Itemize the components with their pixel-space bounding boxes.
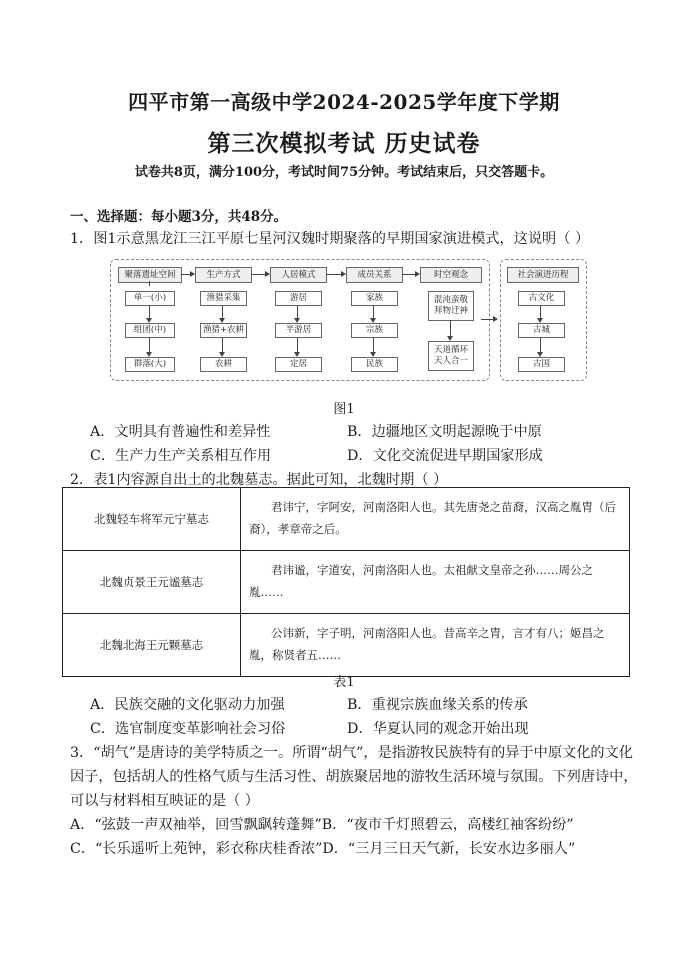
fig-header-1: 聚落遗址空间 [118, 267, 182, 283]
fig-c4-r2: 宗族 [351, 323, 398, 338]
table-1-caption: 表1 [333, 675, 355, 690]
table-row [63, 551, 630, 614]
table-cell-text: 公讳新，字子明，河南洛阳人也。昔高辛之胄，言才有八；姬昌之胤，称贤者五…… [241, 614, 630, 677]
q2-option-a[interactable]: A．民族交融的文化驱动力加强 [90, 697, 285, 713]
fig-header-5: 时空观念 [420, 267, 482, 283]
exam-instructions: 试卷共8页，满分100分，考试时间75分钟。考试结束后，只交答题卡。 [134, 165, 554, 180]
table-1 [62, 487, 630, 677]
q3-options-cd[interactable]: C．“长乐遥听上苑钟，彩衣称庆桂香浓”D．“三月三日天气新，长安水边多丽人” [70, 841, 576, 857]
q1-option-d[interactable]: D．文化交流促进早期国家形成 [347, 448, 543, 464]
q3-line3: 可以与材料相互映证的是（ ） [70, 793, 259, 809]
fig-c2-r2: 渔猎+农耕 [200, 323, 247, 338]
exam-title-line1: 四平市第一高级中学2024-2025学年度下学期 [128, 90, 560, 114]
q3-options-ab[interactable]: A．“弦鼓一声双袖举，回雪飘飖转蓬舞”B．“夜市千灯照碧云，高楼红袖客纷纷” [70, 817, 574, 833]
q1-option-c[interactable]: C．生产力生产关系相互作用 [90, 448, 272, 464]
figure-1-caption: 图1 [333, 402, 355, 417]
fig-c2-r3: 农耕 [200, 357, 247, 372]
q3-line2: 因子，包括胡人的性格气质与生活习性、胡族聚居地的游牧生活环境与氛围。下列唐诗中， [70, 769, 638, 785]
fig-right-r2: 古城 [518, 323, 565, 338]
q2-option-c[interactable]: C．选官制度变革影响社会习俗 [90, 721, 286, 737]
fig-c1-r2: 组团(中) [125, 323, 175, 338]
table-cell-text: 君讳宁，字阿安，河南洛阳人也。其先唐尧之苗裔，汉高之胤胄（后裔），孝章帝之后。 [241, 488, 630, 551]
q2-option-b[interactable]: B．重视宗族血缘关系的传承 [347, 697, 528, 713]
fig-c3-r3: 定居 [275, 357, 322, 372]
fig-c3-r1: 游居 [275, 291, 322, 306]
figure-1 [110, 259, 585, 381]
fig-c5-r1: 混沌蛮敬 拜物迁神 [428, 291, 474, 321]
table-row [63, 488, 630, 551]
table-cell-name: 北魏北海王元颗墓志 [63, 614, 241, 677]
q2-option-d[interactable]: D．华夏认同的观念开始出现 [347, 721, 529, 737]
fig-c4-r3: 民族 [351, 357, 398, 372]
q1-option-b[interactable]: B．边疆地区文明起源晚于中原 [347, 424, 542, 440]
exam-title-line2: 第三次模拟考试 历史试卷 [207, 130, 481, 157]
fig-c5-r2: 天道循环 天人合一 [428, 341, 474, 371]
table-cell-name: 北魏轻车将军元宁墓志 [63, 488, 241, 551]
fig-right-r3: 古国 [518, 357, 565, 372]
fig-c1-r3: 群落(大) [125, 357, 175, 372]
fig-c2-r1: 渔猎采集 [200, 291, 247, 306]
fig-header-right: 社会演进历程 [507, 267, 579, 283]
fig-c1-r1: 单一(小) [125, 291, 175, 306]
table-cell-text: 君讳谧，字道安，河南洛阳人也。太祖献文皇帝之孙……周公之胤…… [241, 551, 630, 614]
table-cell-name: 北魏贞景王元谧墓志 [63, 551, 241, 614]
fig-c4-r1: 家族 [351, 291, 398, 306]
section-heading: 一、选择题：每小题3分，共48分。 [70, 209, 288, 225]
q1-option-a[interactable]: A．文明具有普遍性和差异性 [90, 424, 271, 440]
q3-line1: 3．“胡气”是唐诗的美学特质之一。所谓“胡气”，是指游牧民族特有的异于中原文化的文化 [70, 745, 633, 761]
q2-stem: 2．表1内容源自出土的北魏墓志。据此可知，北魏时期（ ） [70, 472, 448, 488]
fig-header-2: 生产方式 [195, 267, 252, 283]
fig-right-r1: 古文化 [518, 291, 565, 306]
fig-header-4: 成员关系 [346, 267, 403, 283]
q1-stem: 1．图1示意黑龙江三江平原七星河汉魏时期聚落的早期国家演进模式，这说明（ ） [70, 231, 590, 247]
fig-c3-r2: 半游居 [275, 323, 322, 338]
table-row [63, 614, 630, 677]
fig-header-3: 人居模式 [270, 267, 327, 283]
